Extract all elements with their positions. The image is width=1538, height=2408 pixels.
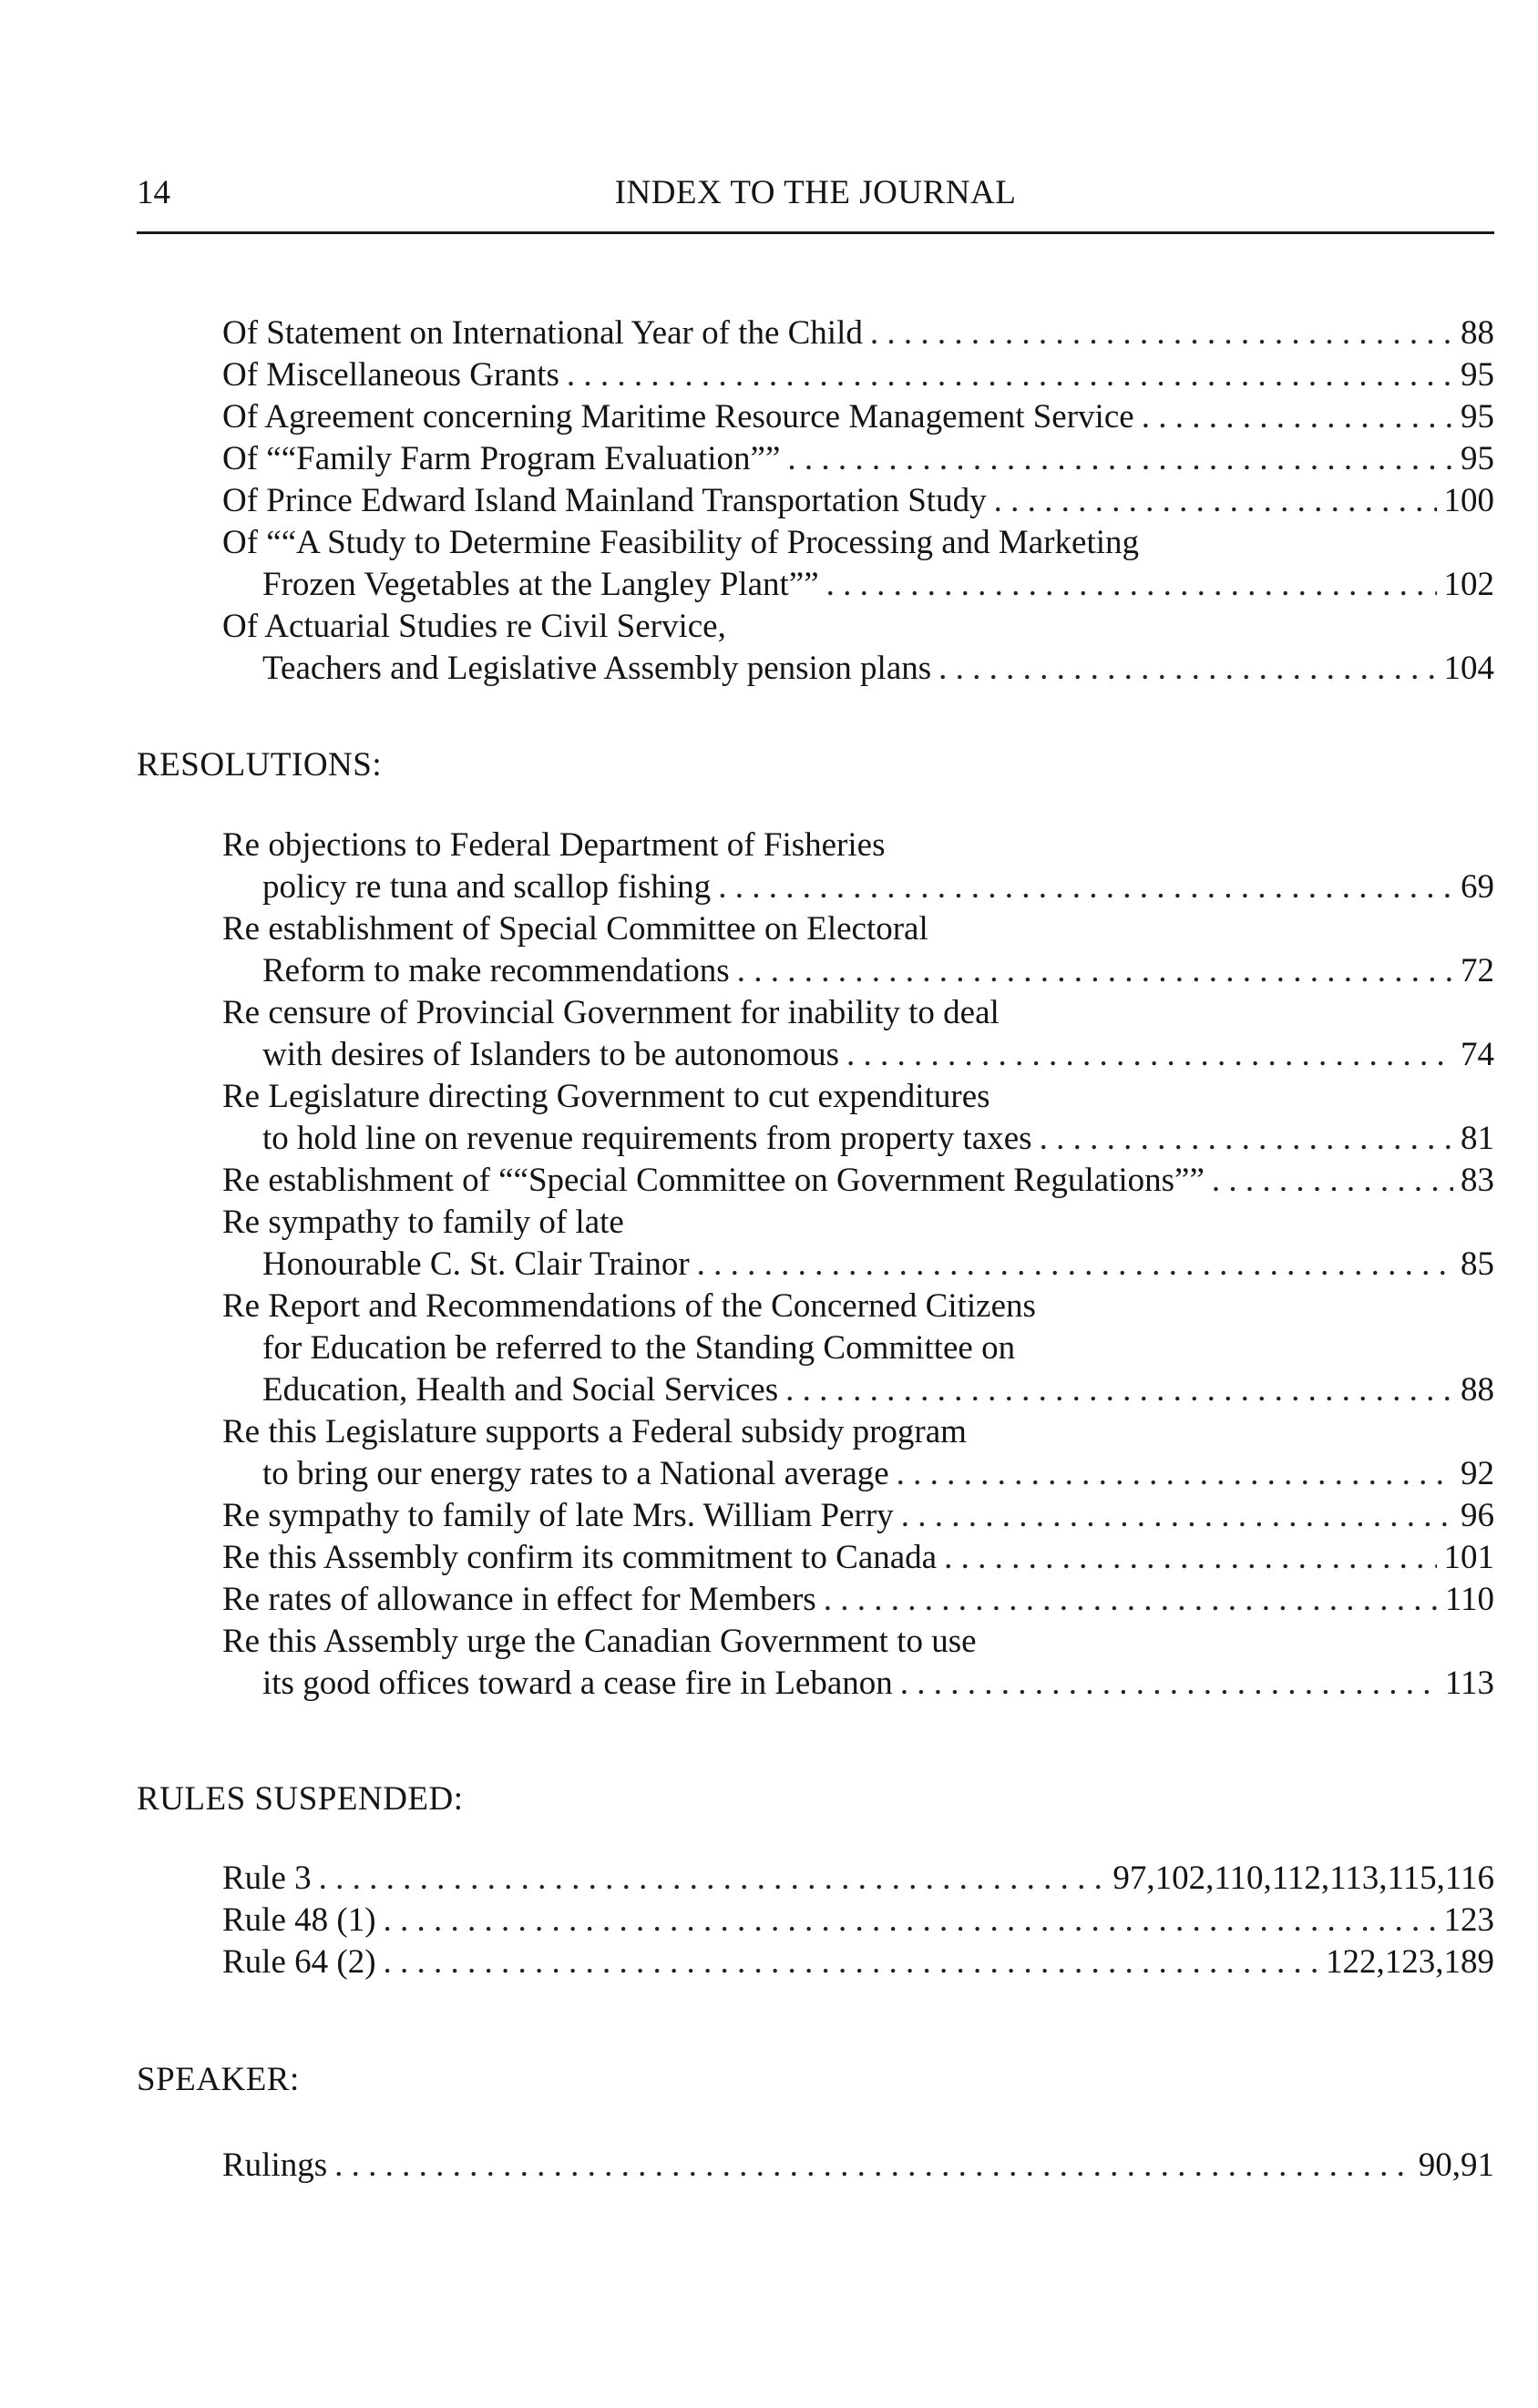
index-entry	[222, 354, 1494, 396]
leader-dots	[718, 866, 1453, 908]
entry-pages: 96	[1461, 1497, 1494, 1534]
entry-text: Re rates of allowance in effect for Members	[222, 1581, 816, 1618]
entry-pages: 104	[1443, 650, 1494, 687]
header-rule	[137, 231, 1494, 234]
index-entry	[222, 606, 1494, 690]
leader-dots	[901, 1495, 1453, 1537]
entry-text: Re Report and Recommendations of the Concerned Citizens	[222, 1287, 1036, 1325]
index-entry	[222, 1579, 1494, 1621]
leader-dots	[384, 1942, 1318, 1983]
index-entry	[222, 1900, 1494, 1942]
entry-pages: 122,123,189	[1326, 1943, 1494, 1981]
entry-text: Re this Assembly confirm its commitment to Canada	[222, 1539, 938, 1576]
entry-text: Reform to make recommendations	[262, 952, 730, 989]
leader-dots	[824, 1579, 1438, 1621]
index-entry	[222, 1858, 1494, 1900]
index-entry	[222, 1076, 1494, 1160]
entry-text: Of ““Family Farm Program Evaluation””	[222, 440, 781, 477]
entry-pages: 85	[1461, 1245, 1494, 1283]
entry-pages: 95	[1461, 398, 1494, 435]
running-head	[137, 166, 1494, 220]
entry-text: Rulings	[222, 2147, 328, 2184]
entry-pages: 102	[1443, 566, 1494, 603]
entry-text: Re establishment of ““Special Committee on Government Regulations””	[222, 1162, 1205, 1199]
entry-pages: 100	[1443, 482, 1494, 519]
leader-dots	[1212, 1160, 1453, 1202]
entry-text: Re establishment of Special Committee on Electoral	[222, 910, 928, 948]
entry-text: Re objections to Federal Department of Fisheries	[222, 826, 886, 864]
leader-dots	[737, 950, 1453, 992]
entry-pages: 88	[1461, 314, 1494, 352]
entry-pages: 81	[1461, 1120, 1494, 1157]
section-heading-resolutions: RESOLUTIONS:	[137, 746, 383, 784]
entry-pages: 97,102,110,112,113,115,116	[1112, 1860, 1494, 1897]
entry-text: for Education be referred to the Standing Committee on	[262, 1329, 1016, 1367]
entry-pages: 83	[1461, 1162, 1494, 1199]
entry-text: Rule 48 (1)	[222, 1901, 376, 1939]
index-entry	[222, 480, 1494, 522]
leader-dots	[384, 1900, 1437, 1942]
leader-dots	[846, 1034, 1453, 1076]
section-heading-speaker: SPEAKER:	[137, 2061, 300, 2098]
leader-dots	[870, 313, 1453, 354]
index-entry	[222, 313, 1494, 354]
entry-pages: 101	[1443, 1539, 1494, 1576]
section-heading-rules-suspended: RULES SUSPENDED:	[137, 1780, 464, 1818]
index-entry	[222, 1160, 1494, 1202]
leader-dots	[826, 564, 1437, 606]
entry-text: its good offices toward a cease fire in Lebanon	[262, 1665, 893, 1702]
entry-pages: 110	[1444, 1581, 1494, 1618]
entry-text: Of Statement on International Year of the Child	[222, 314, 863, 352]
entry-text: Of ““A Study to Determine Feasibility of Processing and Marketing	[222, 524, 1140, 561]
index-entry	[222, 1202, 1494, 1286]
entry-text: Rule 64 (2)	[222, 1943, 376, 1981]
entry-text: Re sympathy to family of late	[222, 1204, 624, 1241]
leader-dots	[319, 1858, 1106, 1900]
entry-text: Of Prince Edward Island Mainland Transportation Study	[222, 482, 987, 519]
leader-dots	[567, 354, 1453, 396]
index-entry	[222, 522, 1494, 606]
index-entry	[222, 396, 1494, 438]
leader-dots	[994, 480, 1437, 522]
index-entry	[222, 1621, 1494, 1705]
entry-pages: 95	[1461, 440, 1494, 477]
index-entry	[222, 825, 1494, 908]
entry-text: to hold line on revenue requirements from property taxes	[262, 1120, 1032, 1157]
entry-pages: 72	[1461, 952, 1494, 989]
leader-dots	[897, 1453, 1453, 1495]
entry-text: Rule 3	[222, 1860, 312, 1897]
leader-dots	[900, 1663, 1438, 1705]
page-title: INDEX TO THE JOURNAL	[614, 174, 1017, 211]
index-entry	[222, 2145, 1494, 2187]
leader-dots	[1142, 396, 1453, 438]
leader-dots	[944, 1537, 1436, 1579]
entry-text: Of Miscellaneous Grants	[222, 356, 559, 394]
entry-pages: 123	[1443, 1901, 1494, 1939]
entry-text: to bring our energy rates to a National average	[262, 1455, 889, 1492]
leader-dots	[697, 1244, 1453, 1286]
index-entry	[222, 438, 1494, 480]
entry-pages: 69	[1461, 868, 1494, 906]
entry-text: Frozen Vegetables at the Langley Plant””	[262, 566, 819, 603]
index-entry	[222, 1495, 1494, 1537]
entry-text: Re censure of Provincial Government for inability to deal	[222, 994, 1000, 1031]
entry-text: Honourable C. St. Clair Trainor	[262, 1245, 690, 1283]
leader-dots	[334, 2145, 1411, 2187]
entry-pages: 90,91	[1418, 2147, 1494, 2184]
entry-text: Of Agreement concerning Maritime Resource Management Service	[222, 398, 1134, 435]
index-entry	[222, 992, 1494, 1076]
entry-text: with desires of Islanders to be autonomous	[262, 1036, 839, 1073]
leader-dots	[785, 1369, 1453, 1411]
entry-text: Re this Legislature supports a Federal subsidy program	[222, 1413, 967, 1450]
entry-text: Re Legislature directing Government to cut expenditures	[222, 1078, 990, 1115]
leader-dots	[938, 648, 1436, 690]
entry-text: Teachers and Legislative Assembly pension plans	[262, 650, 932, 687]
leader-dots	[1040, 1118, 1453, 1160]
index-entry	[222, 1537, 1494, 1579]
entry-pages: 74	[1461, 1036, 1494, 1073]
page-number: 14	[137, 174, 170, 211]
index-entry	[222, 1411, 1494, 1495]
index-entry	[222, 1286, 1494, 1411]
index-entry	[222, 1942, 1494, 1983]
index-entry	[222, 908, 1494, 992]
entry-pages: 92	[1461, 1455, 1494, 1492]
entry-text: Education, Health and Social Services	[262, 1371, 779, 1409]
entry-text: Re this Assembly urge the Canadian Government to use	[222, 1623, 977, 1660]
leader-dots	[787, 438, 1453, 480]
entry-text: Re sympathy to family of late Mrs. William Perry	[222, 1497, 894, 1534]
entry-pages: 88	[1461, 1371, 1494, 1409]
entry-text: policy re tuna and scallop fishing	[262, 868, 712, 906]
entry-text: Of Actuarial Studies re Civil Service,	[222, 608, 726, 645]
entry-pages: 95	[1461, 356, 1494, 394]
entry-pages: 113	[1444, 1665, 1494, 1702]
